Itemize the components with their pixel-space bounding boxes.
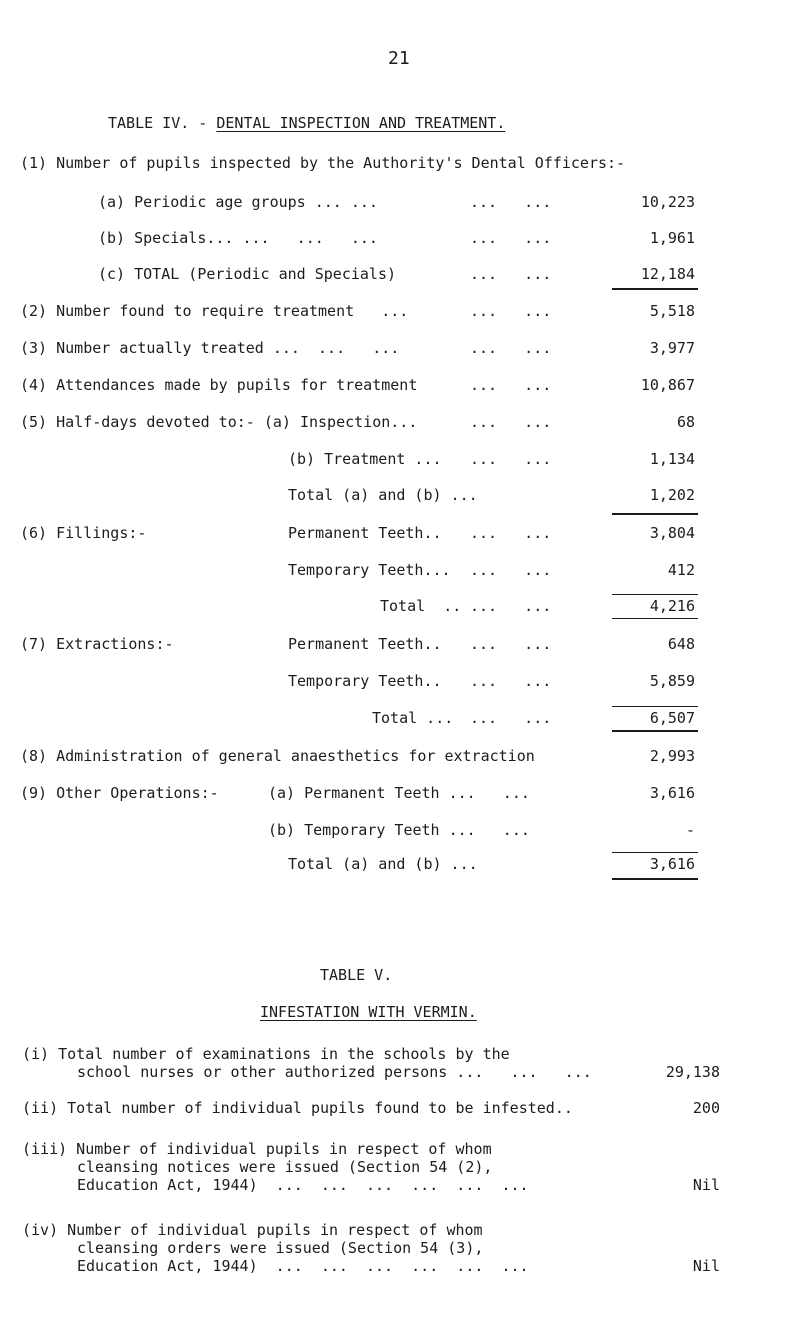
item4-value: 10,867 (640, 376, 695, 394)
total-rule (612, 878, 698, 880)
item6-total-value: 4,216 (649, 597, 695, 615)
item8-label: (8) Administration of general anaesthetics for extraction (20, 747, 535, 765)
item9-total-label: Total (a) and (b) ... (288, 855, 478, 873)
item6-perm-value: 3,804 (649, 524, 695, 542)
item6-perm-dots: ... ... (470, 524, 552, 542)
item6-label: (6) Fillings:- (20, 524, 147, 542)
item5-total-value: 1,202 (649, 486, 695, 504)
item7-total-value: 6,507 (649, 709, 695, 727)
table4-caption-prefix: TABLE IV. - (108, 114, 217, 132)
item7-temp-dots: ... ... (470, 672, 552, 690)
item7-total-label: Total ... (372, 709, 454, 727)
item9-b-label: (b) Temporary Teeth ... ... (268, 821, 530, 839)
table4-caption-title: DENTAL INSPECTION AND TREATMENT. (216, 114, 506, 132)
subtotal-rule (612, 594, 698, 595)
item5-dots: ... ... (470, 413, 552, 431)
item1-a-label: (a) Periodic age groups ... ... (98, 193, 378, 211)
page-number: 21 (388, 48, 410, 69)
table5-iii-line2: cleansing notices were issued (Section 54 (2), (77, 1158, 493, 1176)
item1-b-value: 1,961 (649, 229, 695, 247)
item7-temp-value: 5,859 (649, 672, 695, 690)
item9-label: (9) Other Operations:- (20, 784, 219, 802)
subtotal-rule (612, 706, 698, 707)
item5-total-label: Total (a) and (b) ... (288, 486, 478, 504)
item3-label: (3) Number actually treated ... ... ... (20, 339, 400, 357)
table5-iii-value: Nil (692, 1176, 720, 1194)
item1-c-value: 12,184 (640, 265, 695, 283)
table5-caption: TABLE V. (320, 966, 393, 984)
table5-subtitle: INFESTATION WITH VERMIN. (260, 1003, 477, 1021)
table5-i-value: 29,138 (665, 1063, 720, 1081)
item7-label: (7) Extractions:- (20, 635, 174, 653)
item5-b-dots: ... ... (470, 450, 552, 468)
item5-b-label: (b) Treatment ... (288, 450, 442, 468)
item1-label: (1) Number of pupils inspected by the Authority's Dental Officers:- (20, 154, 626, 172)
table4-caption (108, 114, 505, 132)
item4-dots: ... ... (470, 376, 552, 394)
item1-b-label: (b) Specials... ... ... ... (98, 229, 378, 247)
table5-iv-line2: cleansing orders were issued (Section 54 (3), (77, 1239, 484, 1257)
item7-perm-dots: ... ... (470, 635, 552, 653)
table5-i-line1: (i) Total number of examinations in the schools by the (22, 1045, 510, 1063)
item6-total-label: Total .. (380, 597, 462, 615)
item9-total-value: 3,616 (649, 855, 695, 873)
item2-dots: ... ... (470, 302, 552, 320)
subtotal-rule (612, 852, 698, 853)
total-rule (612, 618, 698, 619)
total-rule (612, 288, 698, 290)
item6-temp-label: Temporary Teeth... (288, 561, 451, 579)
total-rule (612, 513, 698, 515)
table5-iv-line1: (iv) Number of individual pupils in respect of whom (22, 1221, 483, 1239)
item9-a-value: 3,616 (649, 784, 695, 802)
item7-temp-label: Temporary Teeth.. (288, 672, 442, 690)
total-rule (612, 730, 698, 732)
item1-c-label: (c) TOTAL (Periodic and Specials) (98, 265, 397, 283)
item1-b-dots: ... ... (470, 229, 552, 247)
item4-label: (4) Attendances made by pupils for treatment (20, 376, 418, 394)
item9-b-value: - (685, 821, 695, 839)
item1-a-dots: ... ... (470, 193, 552, 211)
item5-a-value: 68 (676, 413, 695, 431)
table5-iv-value: Nil (692, 1257, 720, 1275)
item7-total-dots: ... ... (470, 709, 552, 727)
item2-value: 5,518 (649, 302, 695, 320)
table5-iv-line3: Education Act, 1944) ... ... ... ... ... ... (77, 1257, 529, 1275)
table5-ii-line1: (ii) Total number of individual pupils found to be infested.. (22, 1099, 573, 1117)
item5-b-value: 1,134 (649, 450, 695, 468)
item7-perm-label: Permanent Teeth.. (288, 635, 442, 653)
item2-label: (2) Number found to require treatment ... (20, 302, 409, 320)
item6-total-dots: ... ... (470, 597, 552, 615)
item7-perm-value: 648 (667, 635, 695, 653)
item1-a-value: 10,223 (640, 193, 695, 211)
item3-value: 3,977 (649, 339, 695, 357)
table5-iii-line1: (iii) Number of individual pupils in respect of whom (22, 1140, 492, 1158)
item6-temp-dots: ... ... (470, 561, 552, 579)
table5-ii-value: 200 (692, 1099, 720, 1117)
item8-value: 2,993 (649, 747, 695, 765)
item6-perm-label: Permanent Teeth.. (288, 524, 442, 542)
item5-label: (5) Half-days devoted to:- (a) Inspection... (20, 413, 418, 431)
item6-temp-value: 412 (667, 561, 695, 579)
table5-iii-line3: Education Act, 1944) ... ... ... ... ... ... (77, 1176, 529, 1194)
table5-i-line2: school nurses or other authorized persons ... ... ... (77, 1063, 592, 1081)
item3-dots: ... ... (470, 339, 552, 357)
item1-c-dots: ... ... (470, 265, 552, 283)
item9-a-label: (a) Permanent Teeth ... ... (268, 784, 530, 802)
